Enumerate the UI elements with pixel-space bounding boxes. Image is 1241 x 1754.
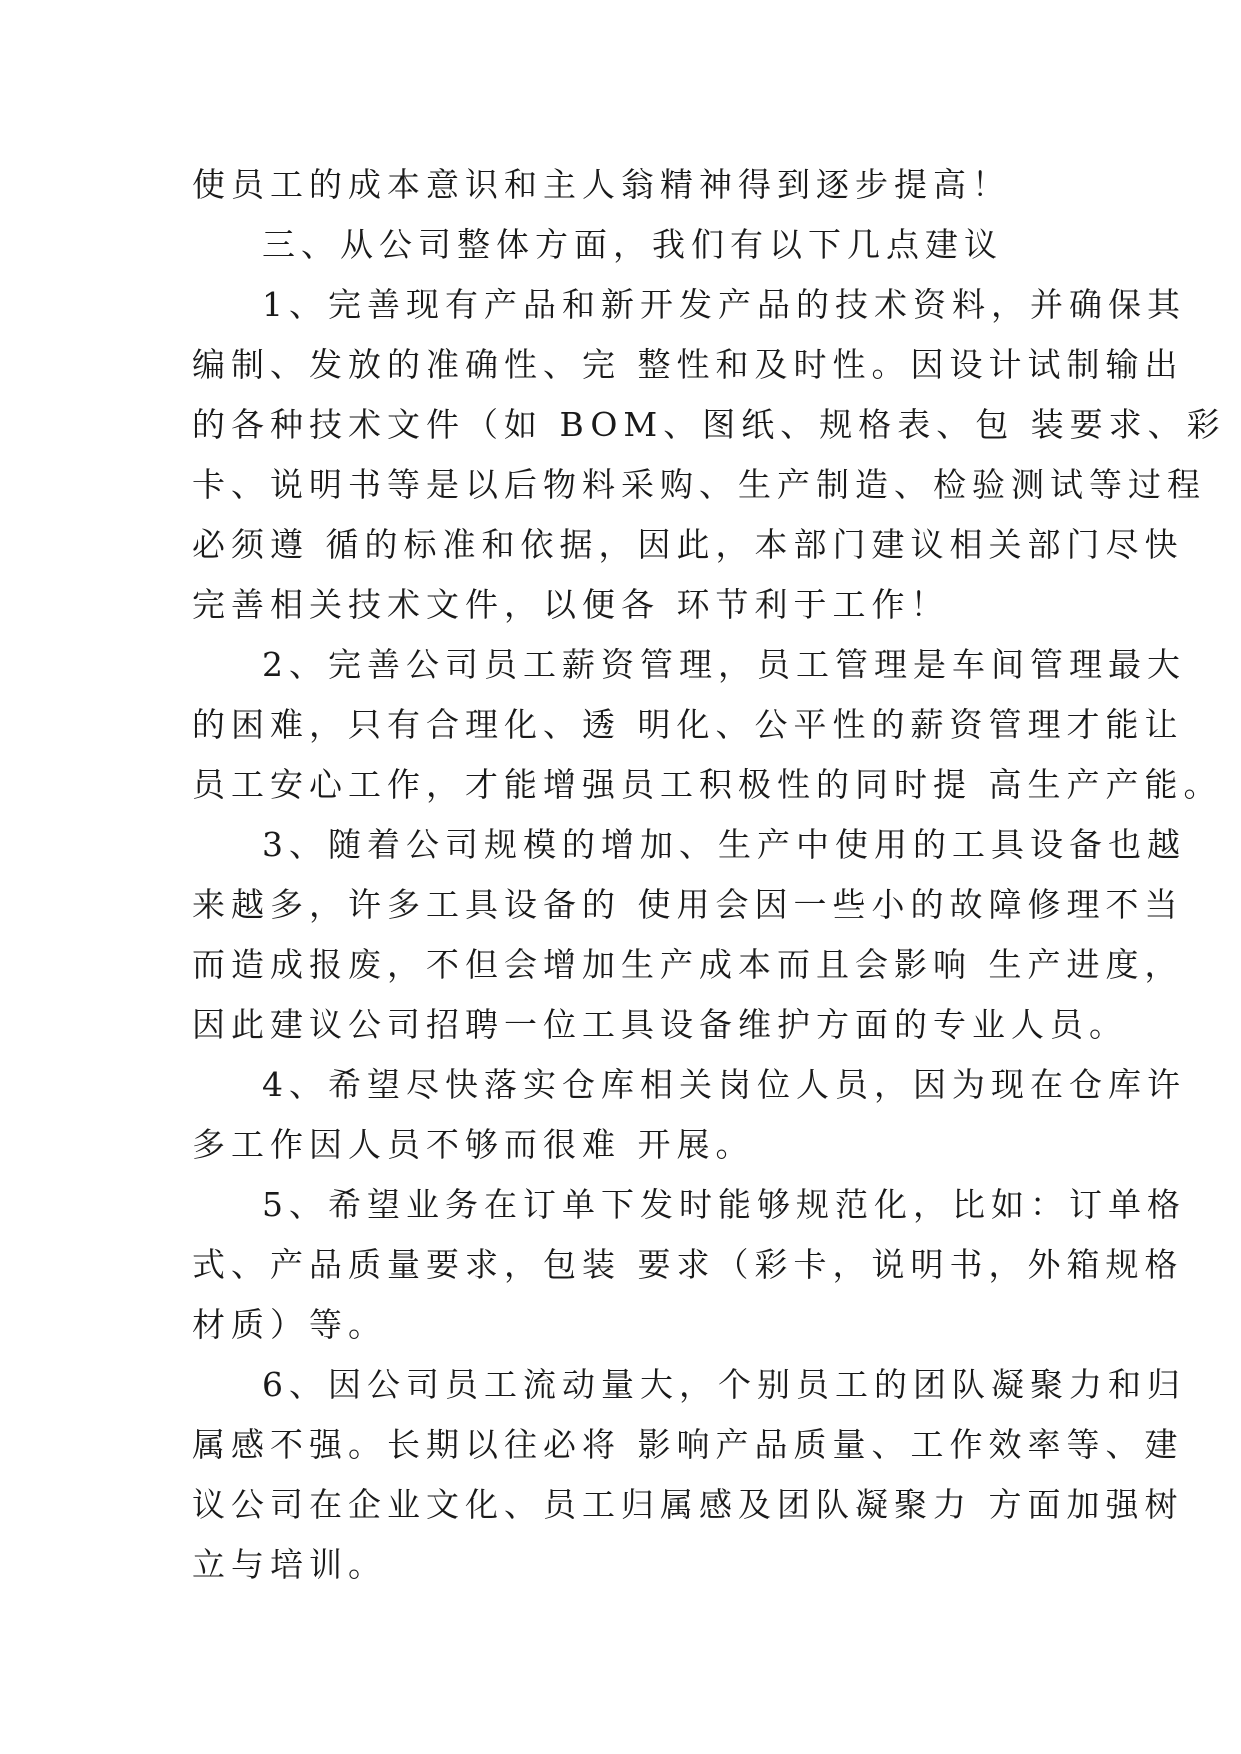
paragraph-5-line: 材质）等。: [192, 1305, 387, 1344]
paragraph-3-line: 而造成报废，不但会增加生产成本而且会影响 生产进度，: [192, 945, 1184, 984]
section-heading: 三、从公司整体方面，我们有以下几点建议: [262, 225, 1003, 264]
paragraph-3-line: 因此建议公司招聘一位工具设备维护方面的专业人员。: [192, 1005, 1128, 1044]
paragraph-4-line: 4、希望尽快落实仓库相关岗位人员，因为现在仓库许: [262, 1065, 1186, 1104]
paragraph-2-line: 员工安心工作，才能增强员工积极性的同时提 高生产产能。: [192, 765, 1223, 804]
document-body: [192, 155, 1226, 1595]
paragraph-5-line: 5、希望业务在订单下发时能够规范化，比如：订单格: [262, 1185, 1186, 1224]
paragraph-1-line: 必须遵 循的标准和依据，因此，本部门建议相关部门尽快: [192, 525, 1184, 564]
paragraph-3-line: 来越多，许多工具设备的 使用会因一些小的故障修理不当: [192, 885, 1184, 924]
paragraph-1-line: 完善相关技术文件，以便各 环节利于工作！: [192, 585, 950, 624]
paragraph-5-line: 式、产品质量要求，包装 要求（彩卡，说明书，外箱规格: [192, 1245, 1184, 1284]
paragraph-6-line: 属感不强。长期以往必将 影响产品质量、工作效率等、建: [192, 1425, 1184, 1464]
paragraph-1-line: 编制、发放的准确性、完 整性和及时性。因设计试制输出: [192, 345, 1184, 384]
paragraph-6-line: 6、因公司员工流动量大，个别员工的团队凝聚力和归: [262, 1365, 1186, 1404]
paragraph-3-line: 3、随着公司规模的增加、生产中使用的工具设备也越: [262, 825, 1186, 864]
paragraph-2-line: 2、完善公司员工薪资管理，员工管理是车间管理最大: [262, 645, 1186, 684]
paragraph-1-line: 的各种技术文件（如 BOM、图纸、规格表、包 装要求、彩: [192, 405, 1226, 444]
paragraph-1-line: 卡、说明书等是以后物料采购、生产制造、检验测试等过程: [192, 465, 1206, 504]
paragraph-6-line: 议公司在企业文化、员工归属感及团队凝聚力 方面加强树: [192, 1485, 1184, 1524]
paragraph-2-line: 的困难，只有合理化、透 明化、公平性的薪资管理才能让: [192, 705, 1184, 744]
paragraph-4-line: 多工作因人员不够而很难 开展。: [192, 1125, 755, 1164]
text-line: 使员工的成本意识和主人翁精神得到逐步提高！: [192, 165, 1011, 204]
paragraph-6-line: 立与培训。: [192, 1545, 387, 1584]
paragraph-1-line: 1、完善现有产品和新开发产品的技术资料，并确保其: [262, 285, 1186, 324]
